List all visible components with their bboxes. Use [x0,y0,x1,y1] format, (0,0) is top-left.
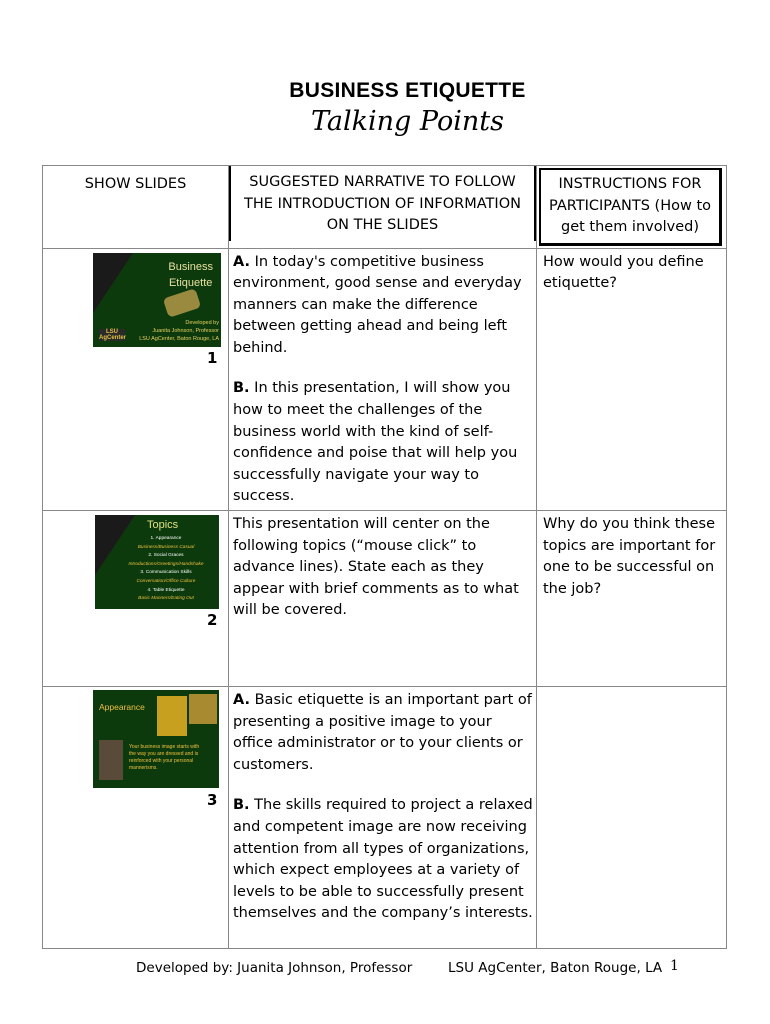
slide-cell [43,511,229,687]
footer-organization: LSU AgCenter, Baton Rouge, LA [448,960,663,976]
slide-number: 1 [207,348,218,367]
slide-photo [189,694,217,724]
instructions-cell: How would you define etiquette? [537,248,727,511]
table-header-row [43,166,727,249]
lsu-agcenter-logo: LSU AgCenter [99,328,127,341]
slide-thumbnail-2 [95,515,219,609]
narrative-cell [229,687,537,949]
slide-photo [157,696,187,736]
table-row [43,248,727,511]
slide-title: Topics [147,519,179,532]
column-header-narrative: SUGGESTED NARRATIVE TO FOLLOW THE INTRODUCTION OF INFORMATION ON THE SLIDES [229,166,537,249]
slide-caption: Your business image starts with the way you are dressed and is reinforced with your personal mannerisms. [129,744,200,772]
instructions-cell: Why do you think these topics are important for one to be successful on the job? [537,511,727,687]
document-title: BUSINESS ETIQUETTE [289,79,526,102]
slide-number: 2 [207,611,218,630]
page-number: 1 [670,958,679,974]
slide-portrait [99,740,123,780]
column-header-slides: SHOW SLIDES [43,166,229,249]
footer-author: Developed by: Juanita Johnson, Professor [136,960,413,976]
narrative-cell [229,248,537,511]
table-row [43,687,727,949]
slide-decoration [93,253,133,313]
handshake-image [163,288,202,318]
instructions-cell [537,687,727,949]
narrative-paragraph: This presentation will center on the following topics (“mouse click” to advance lines). State each as they appear with brief comments as to what will be covered. [233,516,519,619]
slide-credit: Developed by Juanita Johnson, Professor LSU AgCenter, Baton Rouge, LA [139,319,219,342]
slide-cell [43,687,229,949]
document-subtitle: Talking Points [311,106,504,137]
narrative-paragraph: B. In this presentation, I will show you how to meet the challenges of the business world with the kind of self-confidence and poise that will help you successfully navigate your way to success. [233,380,518,505]
slide-topic-list: 1. Appearance Business/Business Casual 2. Social Graces Introductions/Greetings/Handshake 3. Communication Skills Conversation/Office Culture 4. Table Etiquette Basic Manners/Eating Out [128,536,204,602]
slide-number: 3 [207,791,218,810]
slide-thumbnail-1 [93,253,221,347]
narrative-paragraph: A. In today's competitive business environment, good sense and everyday manners can make the difference between getting ahead and being left behind. [233,253,522,356]
talking-points-table [42,165,727,949]
slide-title: Business Etiquette [168,260,213,289]
slide-thumbnail-3 [93,690,219,788]
table-row [43,511,727,687]
narrative-cell [229,511,537,687]
slide-title: Appearance [99,702,145,713]
narrative-paragraph: B. The skills required to project a relaxed and competent image are now receiving attention from all types of organizations, which expect employees at a variety of levels to be able to successfully present themselves and the company’s interests. [233,797,533,922]
narrative-paragraph: A. Basic etiquette is an important part of presenting a positive image to your office administrator or to your clients or customers. [233,692,532,773]
slide-cell [43,248,229,511]
column-header-instructions: INSTRUCTIONS FOR PARTICIPANTS (How to get them involved) [537,166,727,249]
